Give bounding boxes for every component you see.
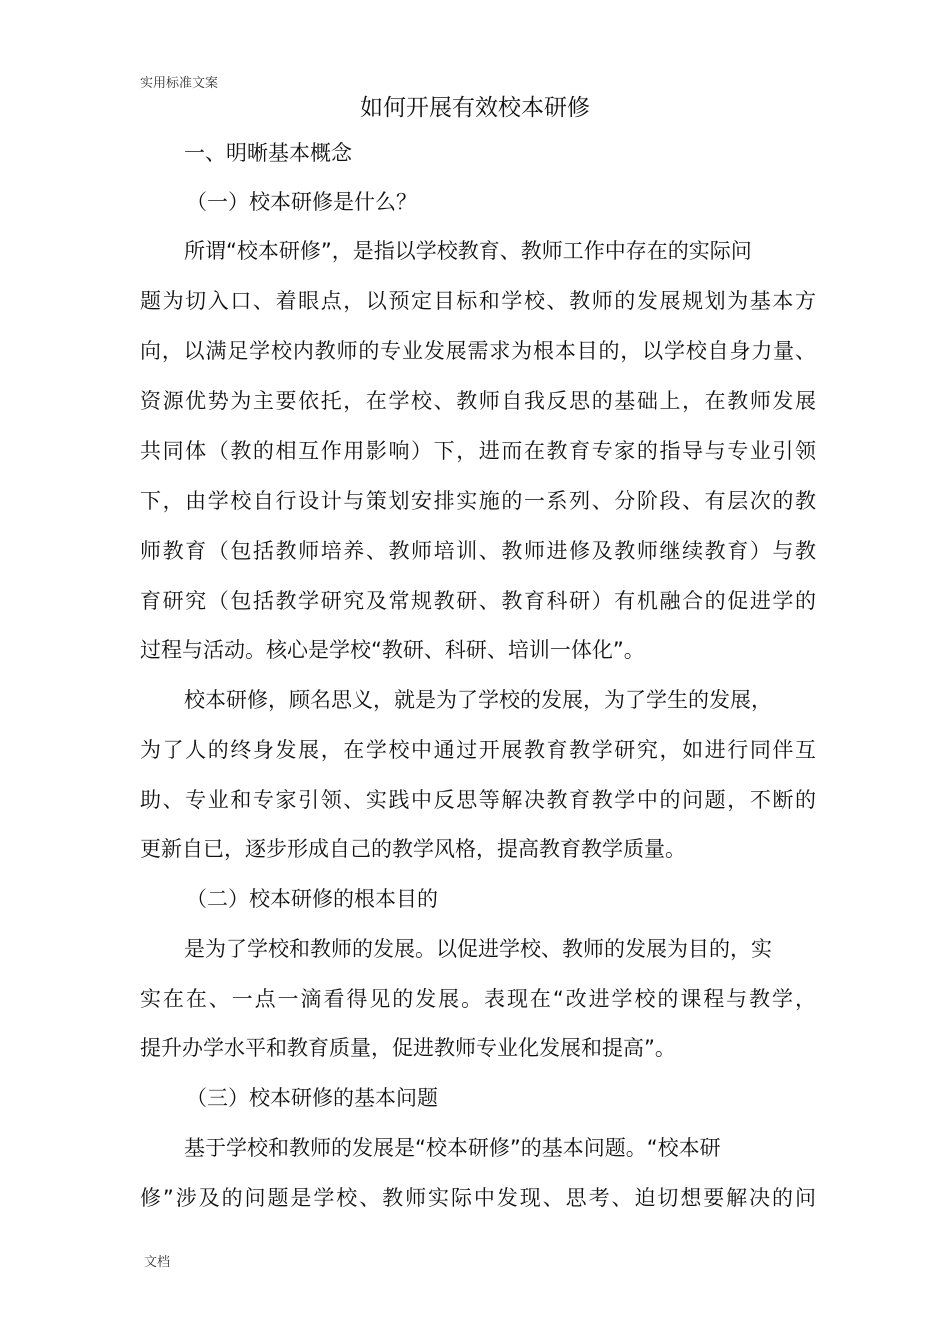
paragraph-line: 基于学校和教师的发展是“校本研修”的基本问题。“校本研	[184, 1136, 721, 1160]
subsection-heading: （二）校本研修的根本目的	[186, 887, 438, 911]
paragraph-line: 资源优势为主要依托，在学校、教师自我反思的基础上，在教师发展	[140, 389, 816, 413]
paragraph-line: 是为了学校和教师的发展。以促进学校、教师的发展为目的，实	[184, 937, 772, 961]
paragraph-line: 助、专业和专家引领、实践中反思等解决教育教学中的问题，不断的	[140, 788, 816, 812]
paragraph-line: 校本研修，顾名思义，就是为了学校的发展，为了学生的发展，	[184, 688, 772, 712]
paragraph-line: 更新自已，逐步形成自己的教学风格，提高教育教学质量。	[140, 837, 686, 861]
paragraph-line: 共同体（教的相互作用影响）下，进而在教育专家的指导与专业引领	[140, 439, 816, 463]
footer-note: 文档	[144, 1255, 171, 1270]
subsection-heading: （一）校本研修是什么？	[186, 190, 417, 214]
header-note: 实用标准文案	[140, 76, 219, 91]
paragraph-line: 所谓“校本研修”，是指以学校教育、教师工作中存在的实际问	[184, 239, 752, 263]
document-title: 如何开展有效校本研修	[360, 95, 590, 121]
paragraph-line: 下，由学校自行设计与策划安排实施的一系列、分阶段、有层次的教	[140, 489, 816, 513]
paragraph-line: 育研究（包括教学研究及常规教研、教育科研）有机融合的促进学的	[140, 589, 816, 613]
paragraph-line: 师教育（包括教师培养、教师培训、教师进修及教师继续教育）与教	[140, 539, 816, 563]
section-heading: 一、明晰基本概念	[184, 141, 352, 165]
subsection-heading: （三）校本研修的基本问题	[186, 1086, 438, 1110]
paragraph-line: 题为切入口、着眼点，以预定目标和学校、教师的发展规划为基本方	[140, 289, 816, 313]
paragraph-line: 向，以满足学校内教师的专业发展需求为根本目的，以学校自身力量、	[140, 339, 816, 363]
paragraph-line: 修”涉及的问题是学校、教师实际中发现、思考、迫切想要解决的问	[140, 1186, 816, 1210]
paragraph-line: 过程与活动。核心是学校“教研、科研、培训一体化”。	[140, 638, 645, 662]
paragraph-line: 提升办学水平和教育质量，促进教师专业化发展和提高”。	[140, 1036, 676, 1060]
paragraph-line: 实在在、一点一滴看得见的发展。表现在“改进学校的课程与教学，	[140, 987, 816, 1011]
paragraph-line: 为了人的终身发展，在学校中通过开展教育教学研究，如进行同伴互	[140, 738, 816, 762]
